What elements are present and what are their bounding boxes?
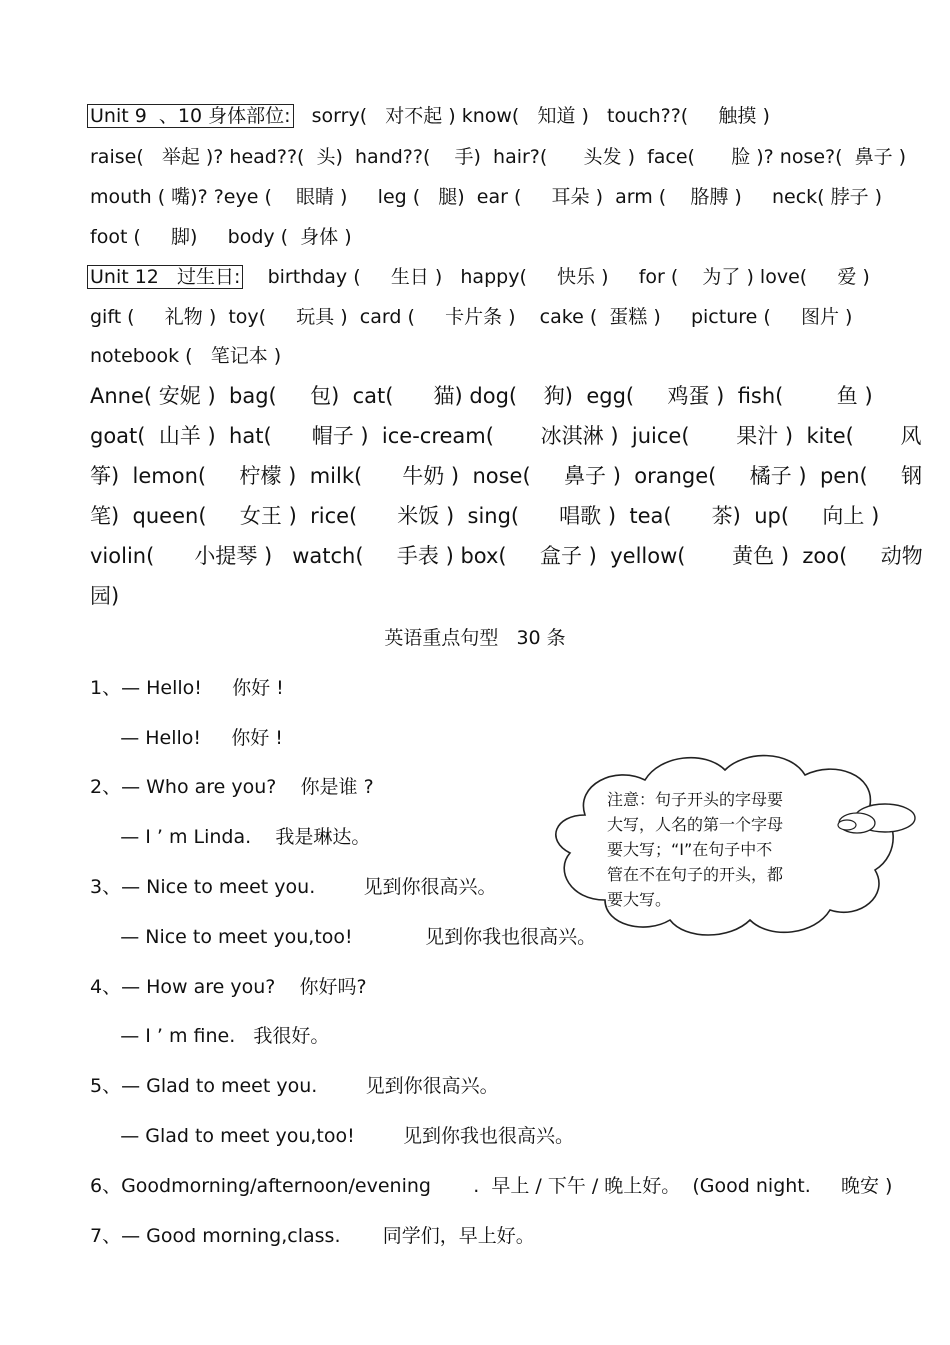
vocab-extra-line: Anne( 安妮 ) bag( 包) cat( 猫) dog( 狗) egg( 鸡蛋 ) fish( 鱼 ) [90, 384, 873, 408]
section-title: 英语重点句型 30 条 [384, 627, 566, 649]
sentence-line: 6、Goodmorning/afternoon/evening . 早上 / 下午 / 晚上好。 (Good night. 晚安 ) [90, 1175, 893, 1197]
note-line: 大写，人名的第一个字母 [607, 815, 784, 834]
sentence-line: — I ’ m fine. 我很好。 [90, 1025, 330, 1047]
vocab-unit12-line2: gift ( 礼物 ) toy( 玩具 ) card ( 卡片条 ) cake ( 蛋糕 ) picture ( 图片 ) [90, 306, 853, 328]
sentence-line: 5、— Glad to meet you. 见到你很高兴。 [90, 1075, 499, 1097]
sentence-line: — Nice to meet you,too! 见到你我也很高兴。 [90, 926, 597, 948]
unit9-line1-words: sorry( 对不起 ) know( 知道 ) touch??( 触摸 ) [293, 105, 770, 127]
sentence-line: 7、— Good morning,class. 同学们，早上好。 [90, 1225, 535, 1247]
note-line: 要大写；“I”在句子中不 [607, 840, 773, 859]
vocab-unit12-line1 [90, 265, 870, 289]
vocab-unit9-line3: mouth ( 嘴)? ?eye ( 眼睛 ) leg ( 腿) ear ( 耳朵 ) arm ( 胳膊 ) neck( 脖子 ) [90, 186, 883, 208]
sentence-line: 3、— Nice to meet you. 见到你很高兴。 [90, 876, 497, 898]
unit12-line1-words: birthday ( 生日 ) happy( 快乐 ) for ( 为了 ) love( 爱 ) [243, 266, 870, 288]
note-line: 管在不在句子的开头，都 [607, 865, 784, 884]
vocab-unit9-line1 [90, 104, 770, 128]
vocab-unit9-line4: foot ( 脚) body ( 身体 ) [90, 226, 352, 248]
note-line: 注意：句子开头的字母要 [607, 790, 784, 809]
vocab-extra-line: goat( 山羊 ) hat( 帽子 ) ice-cream( 冰淇淋 ) juice( 果汁 ) kite( 风 [90, 424, 922, 448]
note-line: 要大写。 [607, 890, 672, 909]
sentence-line: — Hello! 你好 ! [90, 727, 283, 749]
vocab-unit9-line2: raise( 举起 )? head??( 头) hand??( 手) hair?( 头发 ) face( 脸 )? nose?( 鼻子 ) [90, 146, 907, 168]
vocab-unit12-line3: notebook ( 笔记本 ) [90, 345, 282, 367]
unit9-heading: Unit 9 、10 身体部位: [87, 104, 294, 128]
sentence-line: — Glad to meet you,too! 见到你我也很高兴。 [90, 1125, 575, 1147]
sentence-line: 1、— Hello! 你好 ! [90, 677, 284, 699]
sentence-line: 4、— How are you? 你好吗? [90, 976, 367, 998]
unit12-heading: Unit 12 过生日: [87, 265, 243, 289]
vocab-extra-line: 筝) lemon( 柠檬 ) milk( 牛奶 ) nose( 鼻子 ) orange( 橘子 ) pen( 钢 [90, 464, 923, 488]
sentence-line: — I ’ m Linda. 我是琳达。 [90, 826, 371, 848]
vocab-extra-line: 园) [90, 584, 120, 608]
sentence-line: 2、— Who are you? 你是谁 ? [90, 776, 374, 798]
note-callout [607, 787, 817, 912]
vocab-extra-line: 笔) queen( 女王 ) rice( 米饭 ) sing( 唱歌 ) tea( 茶) up( 向上 ) [90, 504, 880, 528]
vocab-extra-line: violin( 小提琴 ) watch( 手表 ) box( 盒子 ) yellow( 黄色 ) zoo( 动物 [90, 544, 923, 568]
